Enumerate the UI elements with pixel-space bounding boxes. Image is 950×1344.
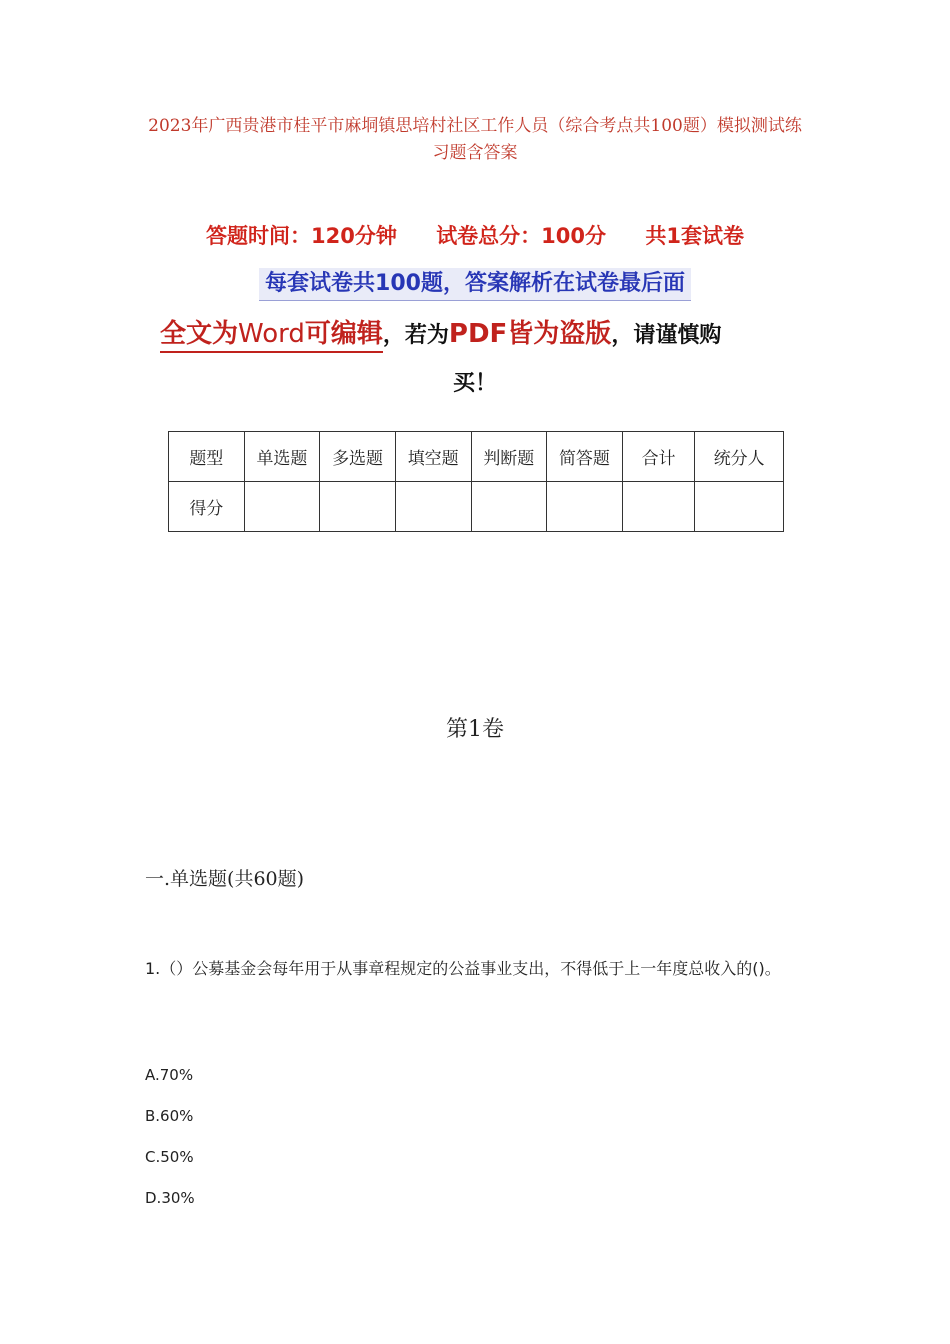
warning-word: Word <box>238 319 305 349</box>
table-header-cell: 填空题 <box>395 432 471 482</box>
warning-part: 若为 <box>404 323 449 348</box>
notice-text: 每套试卷共100题，答案解析在试卷最后面 <box>259 268 691 301</box>
score-table <box>168 431 784 532</box>
score-cell <box>547 482 623 532</box>
table-header-cell: 多选题 <box>320 432 396 482</box>
score-cell <box>622 482 695 532</box>
score-cell <box>471 482 547 532</box>
score-cell <box>320 482 396 532</box>
table-header-cell: 题型 <box>169 432 245 482</box>
option-b: B.60% <box>145 1107 194 1125</box>
warning-part: 全文为 <box>160 319 239 349</box>
question-text: 1.（）公募基金会每年用于从事章程规定的公益事业支出，不得低于上一年度总收入的()。 <box>145 959 781 978</box>
warning-part: 皆为盗版 <box>507 319 612 349</box>
notice-line <box>0 268 950 301</box>
table-header-cell: 合计 <box>622 432 695 482</box>
table-header-cell: 单选题 <box>244 432 320 482</box>
score-cell <box>395 482 471 532</box>
table-row-label: 得分 <box>169 482 245 532</box>
option-c: C.50% <box>145 1148 194 1166</box>
volume-heading: 第1卷 <box>446 717 504 742</box>
table-row <box>169 432 784 482</box>
exam-total-score: 试卷总分：100分 <box>436 224 607 248</box>
score-cell <box>244 482 320 532</box>
table-header-cell: 统分人 <box>695 432 784 482</box>
exam-sets: 共1套试卷 <box>645 224 744 248</box>
table-header-cell: 简答题 <box>547 432 623 482</box>
score-cell <box>695 482 784 532</box>
exam-time: 答题时间：120分钟 <box>206 224 397 248</box>
warning-pdf: PDF <box>448 319 508 349</box>
document-title: 2023年广西贵港市桂平市麻垌镇思培村社区工作人员（综合考点共100题）模拟测试练习题含答案 <box>148 116 802 163</box>
table-header-cell: 判断题 <box>471 432 547 482</box>
warning-part: 请谨慎购 <box>633 323 722 348</box>
warning-line <box>160 312 800 358</box>
option-d: D.30% <box>145 1189 195 1207</box>
warning-part: ， <box>382 323 405 348</box>
exam-info <box>0 220 950 250</box>
warning-part: ， <box>611 323 634 348</box>
section-heading: 一.单选题(共60题) <box>145 868 305 890</box>
warning-part: 可编辑 <box>304 319 383 349</box>
option-a: A.70% <box>145 1066 194 1084</box>
warning-line-end: 买！ <box>452 371 497 396</box>
table-row <box>169 482 784 532</box>
